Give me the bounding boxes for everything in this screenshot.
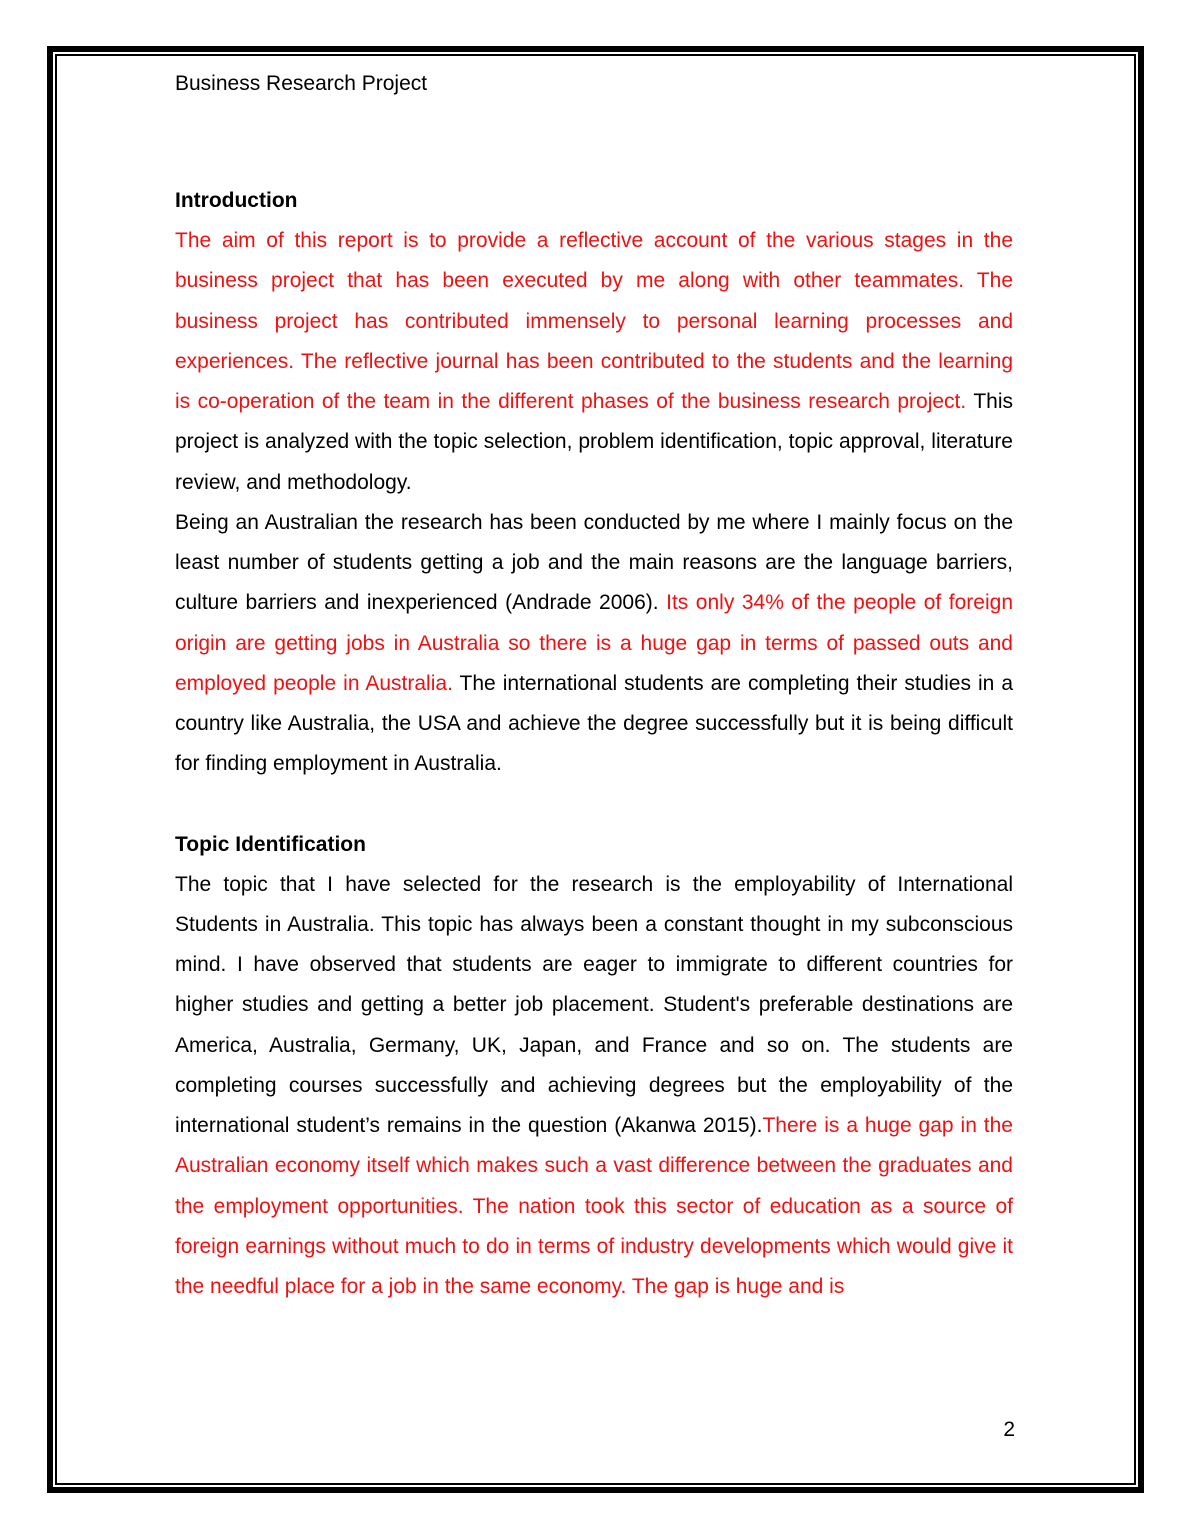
topic-identification-paragraph [175,865,1013,1308]
introduction-heading: Introduction [175,189,298,212]
document-body [175,181,1013,1307]
running-header: Business Research Project [175,72,428,95]
section-spacer [175,785,1013,825]
topic-identification-heading: Topic Identification [175,832,366,856]
introduction-p2-highlight: Its only 34% of the people of foreign origin are getting jobs in Australia so there is a huge gap in terms of passed outs and employed people in Australia. [175,591,1014,695]
introduction-paragraph-2 [175,503,1013,785]
introduction-p1-highlight: The aim of this report is to provide a reflective account of the various stages in the business project that has been executed by me along with other teammates. The business project has contributed immensely to personal learning processes and experiences. The reflective journal has been contributed to the students and the learning is co-operation of the team in the different phases of the business research project. [175,229,1013,413]
introduction-paragraph-1 [175,221,1013,503]
page-number: 2 [1003,1418,1015,1441]
introduction-p1-text: This project is analyzed with the topic selection, problem identification, topic approval, literature review, and methodology. [175,390,1013,494]
topic-identification-highlight: There is a huge gap in the Australian economy itself which makes such a vast difference between the graduates and the employment opportunities. The nation took this sector of education as a source of foreign earnings without much to do in terms of industry developments which would give it the needful place for a job in the same economy. The gap is huge and is [175,1114,1013,1298]
introduction-p2-text-b: The international students are completing their studies in a country like Australia, the USA and achieve the degree successfully but it is being difficult for finding employment in Australia. [175,671,1014,776]
introduction-p2-text-a: Being an Australian the research has been conducted by me where I mainly focus on the least number of students getting a job and the main reasons are the language barriers, culture barriers and inexperienced (Andrade 2006). [175,510,1013,615]
topic-identification-text: The topic that I have selected for the research is the employability of International Students in Australia. This topic has always been a constant thought in my subconscious mind. I have observed that students are eager to immigrate to different countries for higher studies and getting a better job placement. Student's preferable destinations are America, Australia, Germany, UK, Japan, and France and so on. The students are completing courses successfully and achieving degrees but the employability of the international student’s remains in the question (Akanwa 2015). [175,872,1013,1137]
